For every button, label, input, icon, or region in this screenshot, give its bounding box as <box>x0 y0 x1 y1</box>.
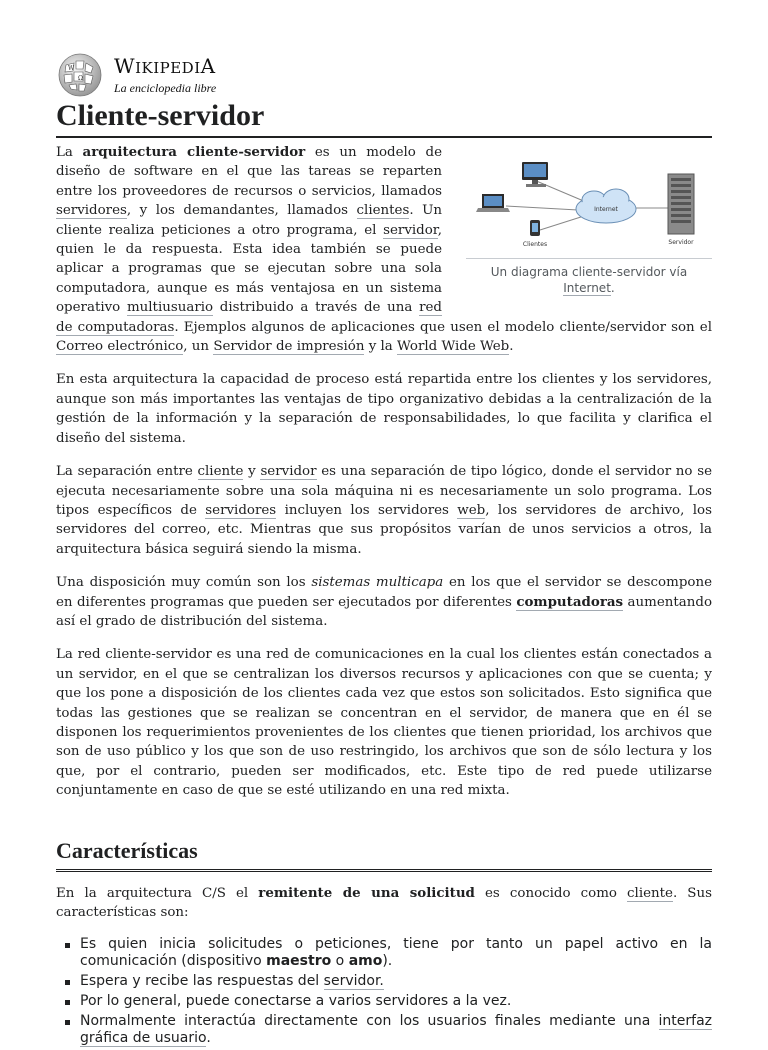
text: La separación entre <box>56 464 198 480</box>
text: . Un cliente realiza peticiones a otro programa, el <box>56 203 442 238</box>
link-servidor[interactable]: servidor. <box>323 973 384 990</box>
text: Una disposición muy común son los <box>56 575 312 591</box>
text: . <box>509 339 514 355</box>
caption-link-internet[interactable]: Internet <box>563 281 611 295</box>
link-servidores[interactable]: servidores <box>56 203 127 219</box>
link-clientes[interactable]: clientes <box>356 203 410 219</box>
paragraph-5: La red cliente-servidor es una red de comunicaciones en la cual los clientes están conectados a un servidor, en el que se centralizan los diversos recursos y aplicaciones con que se cuenta; y que los pone a disposición de los clientes cada vez que estos son solicitados. Esto significa que todas las gestiones que se realizan se concentran en el servidor, de manera que en él se disponen los requerimientos provenientes de los clientes que tienen prioridad, los archivos que son de uso público y los que son de uso restringido, los archivos que son de sólo lectura y los que, por el contrario, pueden ser modificados, etc. Este tipo de red puede utilizarse conjuntamente en caso de que se esté utilizando en una red mixta. <box>56 647 712 799</box>
text: es un modelo de diseño de software en el que las tareas se reparten entre los proveedores de recursos o servicios, llamados <box>56 145 443 199</box>
text: , quien le da respuesta. Esta idea también se puede aplicar a programas que se ejecutan sobre una sola computadora, aunque es más ventajosa en un sistema operativo <box>56 222 442 316</box>
figure-caption <box>466 264 712 296</box>
text: , los servidores de archivo, los servidores del correo, etc. Mientras que sus propósitos varían de unos servicios a otros, la arquitectura básica seguirá siendo la misma. <box>56 502 712 557</box>
laptop-icon <box>476 194 510 212</box>
text: aumentando así el grado de distribución del sistema. <box>56 594 713 629</box>
client-server-diagram[interactable] <box>466 146 712 254</box>
link-web[interactable]: web <box>457 502 486 518</box>
text: , y los demandantes, llamados <box>126 203 357 219</box>
svg-text:W: W <box>68 65 75 72</box>
text: Es quien inicia solicitudes o peticiones, tiene por tanto un papel activo en la comunicación (dispositivo <box>80 936 712 970</box>
thumbnail-figure <box>466 143 712 296</box>
link-correo-electronico[interactable]: Correo electrónico <box>56 339 184 355</box>
bold-term: amo <box>348 953 383 970</box>
text: . Sus características son: <box>56 885 712 920</box>
site-header[interactable] <box>56 53 356 97</box>
phone-icon <box>530 220 540 236</box>
link-servidor-de-impresion[interactable]: Servidor de impresión <box>213 339 365 355</box>
link-multiusuario[interactable]: multiusuario <box>126 300 214 316</box>
text: Espera y recibe las respuestas del <box>80 973 324 990</box>
bold-term: remitente de una solicitud <box>258 884 475 901</box>
bold-term: maestro <box>266 953 332 970</box>
link-red-de-computadoras[interactable]: red de computadoras <box>56 300 442 335</box>
text: Normalmente interactúa directamente con los usuarios finales mediante una <box>80 1013 659 1030</box>
list-item: Por lo general, puede conectarse a varios servidores a la vez. <box>80 993 712 1010</box>
link-computadoras[interactable]: computadoras <box>516 593 624 610</box>
text: ). <box>382 953 393 970</box>
link-world-wide-web[interactable]: World Wide Web <box>397 339 510 355</box>
paragraph-3 <box>56 462 712 559</box>
text: en los que el servidor se descompone en diferentes programas que pueden ser ejecutados por diferentes <box>56 575 712 610</box>
link-cliente[interactable]: cliente <box>627 885 673 901</box>
text: La <box>56 145 83 160</box>
text: distribuido a través de una <box>213 300 420 316</box>
paragraph-4 <box>56 573 712 631</box>
link-servidor[interactable]: servidor <box>383 222 438 238</box>
link-interfaz-grafica[interactable]: interfaz gráfica de usuario <box>80 1013 712 1047</box>
link-servidores[interactable]: servidores <box>205 502 277 518</box>
paragraph-2: En esta arquitectura la capacidad de proceso está repartida entre los clientes y los servidores, aunque son más importantes las ventajas de tipo organizativo debidas a la centralización de la gestión de la información y la separación de responsabilidades, lo que facilita y clarifica el diseño del sistema. <box>56 372 712 446</box>
wordmark: WIKIPEDIA <box>114 54 216 78</box>
internet-label: Internet <box>594 206 618 213</box>
characteristics-list <box>56 936 712 1047</box>
link-cliente[interactable]: cliente <box>197 464 244 480</box>
tagline: La enciclopedia libre <box>114 81 217 95</box>
bold-term: arquitectura cliente-servidor <box>82 144 306 160</box>
section-heading-caracteristicas: Características <box>56 837 712 872</box>
list-item <box>80 1013 712 1047</box>
link-servidor[interactable]: servidor <box>260 464 317 480</box>
page-title: Cliente-servidor <box>56 96 712 138</box>
list-item <box>80 973 712 990</box>
text: es conocido como <box>474 885 628 901</box>
text: , un <box>183 339 214 355</box>
list-item <box>80 936 712 970</box>
clients-label: Clientes <box>522 241 548 248</box>
text: y la <box>364 339 398 355</box>
article-body <box>56 143 712 1050</box>
server-label: Servidor <box>668 239 694 246</box>
italic-term: sistemas multicapa <box>311 575 444 591</box>
text: . Ejemplos algunos de aplicaciones que usen el modelo cliente/servidor son el <box>174 319 712 335</box>
wikipedia-globe-logo-icon[interactable] <box>56 53 104 97</box>
server-icon <box>668 174 694 234</box>
text: incluyen los servidores <box>276 502 458 518</box>
text: En la arquitectura C/S el <box>56 885 259 901</box>
desktop-computer-icon <box>522 162 548 187</box>
section-intro <box>56 884 712 923</box>
text: o <box>331 953 349 970</box>
caption-end: . <box>610 281 615 295</box>
svg-text:Ω: Ω <box>78 75 83 82</box>
text: y <box>243 464 261 480</box>
text: . <box>206 1030 211 1047</box>
caption-text: Un diagrama cliente-servidor vía <box>490 265 688 279</box>
text: es una separación de tipo lógico, donde el servidor no se ejecuta necesariamente sobre una sola máquina ni es necesariamente un solo programa. Los tipos específicos de <box>56 464 713 518</box>
